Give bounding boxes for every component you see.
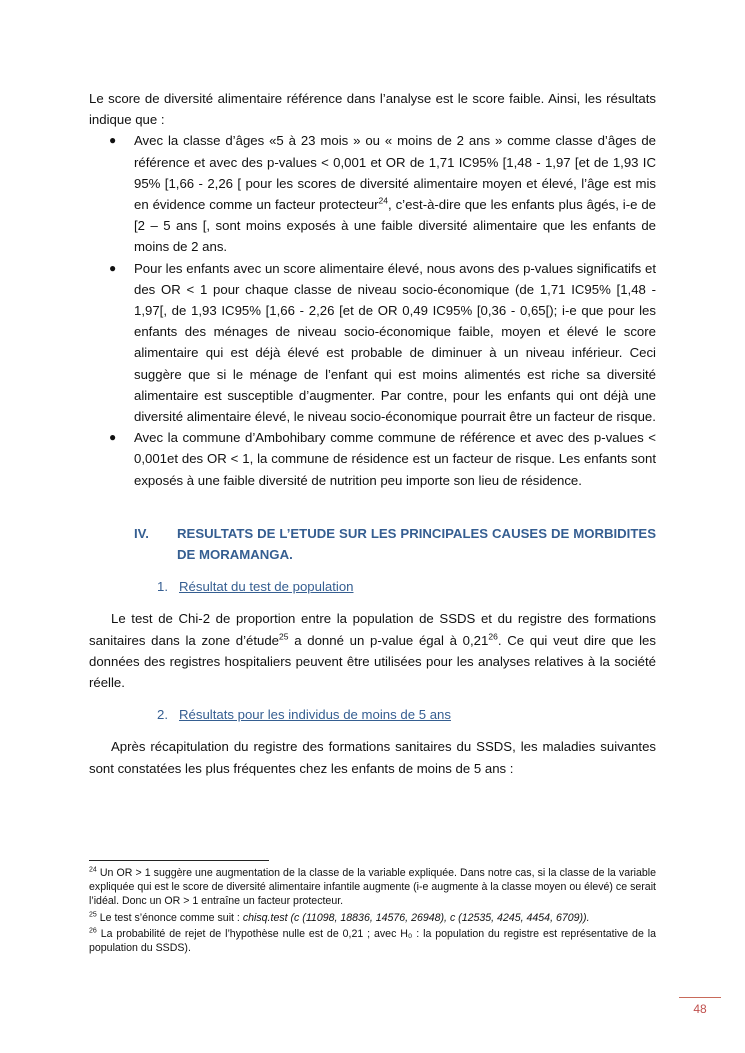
subsection-title: Résultats pour les individus de moins de 5 ans [179,707,451,723]
paragraph-text: a donné un p-value égal à 0,21 [288,632,489,648]
footnote-25 [89,911,656,925]
section-title: RESULTATS DE L’ETUDE SUR LES PRINCIPALES CAUSES DE MORBIDITES DE MORAMANGA. [177,525,656,563]
footnote-code: chisq.test (c (11098, 18836, 14576, 26948), c (12535, 4245, 4454, 6709)). [242,911,590,924]
footnote-text: La probabilité de rejet de l’hypothèse nulle est de 0,21 ; avec H₀ : la population du registre est représentative de la population du SSDS). [89,927,656,955]
subsection-number: 2. [157,707,168,723]
list-item [109,427,656,491]
bullet-text: Pour les enfants avec un score alimentaire élevé, nous avons des p-values significatifs et des OR < 1 pour chaque classe de niveau socio-économique (de 1,71 IC95% [1,48 - 1,97[, de 1,93 IC95% [1,66 - 2,26 [et de OR 0,49 IC95% [0,36 - 0,65[); i-e que pour les enfants des ménages de niveau socio-économique faible, moyen et élevé le score alimentaire qui est déjà élevé est probable de diminuer à un niveau inférieur. Ceci suggère que si le ménage de l’enfant qui est moins alimentés est riche sa diversité alimentaire est susceptible d’augmenter. Par contre, pour les enfants qui ont déjà une diversité alimentaire élevé, le niveau socio-économique pourrait être un facteur de risque. [134,260,656,425]
footnote-number: 26 [89,927,97,935]
footnote-number: 25 [89,911,97,919]
paragraph-text: Le test de Chi-2 de proportion entre la population de SSDS et du registre des formations sanitaires dans la zone d’étude [89,611,656,648]
footnote-ref-24[interactable]: 24 [378,195,389,206]
list-item [109,258,656,428]
bullet-text-continued: , c’est-à-dire que les enfants plus âgés, i-e de [2 – 5 ans [, sont moins exposés à une faible diversité alimentaire que les enfants de moins de 2 ans. [134,197,656,255]
subsection-number: 1. [157,579,168,595]
section-number: IV. [134,525,149,541]
subsection-heading-2 [89,704,656,725]
intro-paragraph: Le score de diversité alimentaire référence dans l’analyse est le score faible. Ainsi, les résultats indique que : [89,91,656,128]
footnote-ref-26[interactable]: 26 [488,631,498,642]
bullet-icon: ● [109,133,117,148]
bullet-text: Avec la commune d’Ambohibary comme commune de référence et avec des p-values < 0,001et des OR < 1, la commune de résidence est un facteur de risque. Les enfants sont exposés à une faible diversité de nutrition peu importe son lieu de résidence. [134,430,656,488]
footnote-text: Un OR > 1 suggère une augmentation de la classe de la variable expliquée. Dans notre cas, si la classe de la variable expliquée qui est le score de diversité alimentaire infantile augmente (i-e augmente à la classe moyen ou élevé) ce serait l’idéal. Donc un OR > 1 entraîne un facteur protecteur. [89,867,656,908]
section-heading [89,523,656,565]
footnote-number: 24 [89,866,97,874]
body-content [89,88,656,779]
subsection-title: Résultat du test de population [179,579,354,595]
bullet-icon: ● [109,260,117,275]
footnote-text: Le test s’énonce comme suit : [96,911,243,924]
population-test-paragraph [89,608,656,693]
footnote-26 [89,927,656,955]
footnote-24 [89,866,656,909]
bullet-icon: ● [109,430,117,445]
page-number: 48 [693,1002,707,1016]
footnote-divider [89,860,269,861]
findings-list [89,130,656,490]
footnote-ref-25[interactable]: 25 [279,631,289,642]
page-number-rule [679,997,721,998]
list-item [109,130,656,257]
footnotes [89,866,656,957]
subsection-heading-1 [89,576,656,597]
paragraph-text: . Ce qui veut dire que les données des registres hospitaliers peuvent être utilisées pour les analyses relatives à la société réelle. [89,632,656,691]
bullet-text: Avec la classe d’âges «5 à 23 mois » ou « moins de 2 ans » comme classe d’âges de référence et avec des p-values < 0,001 et OR de 1,71 IC95% [1,48 - 1,97 [et de 1,93 IC 95% [1,66 - 2,26 [ pour les scores de diversité alimentaire moyen et élevé, l’âge est mis en évidence comme un facteur protecteur [134,133,656,213]
registry-paragraph: Après récapitulation du registre des formations sanitaires du SSDS, les maladies suivantes sont constatées les plus fréquentes chez les enfants de moins de 5 ans : [89,739,656,776]
